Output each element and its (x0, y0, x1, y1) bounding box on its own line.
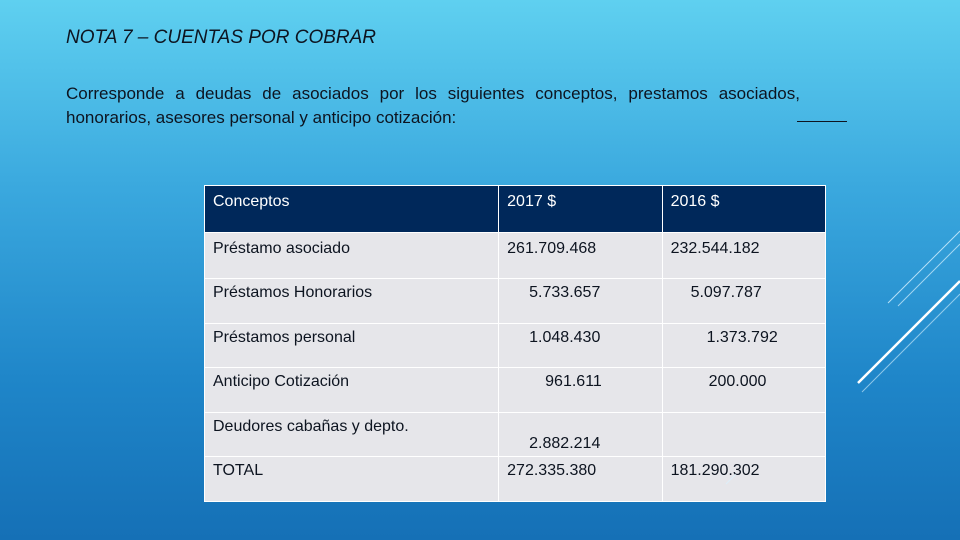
cell-2016: 200.000 (662, 368, 825, 413)
cell-2017: 1.048.430 (499, 323, 662, 368)
cell-2016: 181.290.302 (662, 457, 825, 502)
cell-concept: Deudores cabañas y depto. (205, 412, 499, 457)
cell-concept: Anticipo Cotización (205, 368, 499, 413)
cell-2017: 261.709.468 (499, 232, 662, 279)
cell-2016: 1.373.792 (662, 323, 825, 368)
cell-2016: 232.544.182 (662, 232, 825, 279)
cell-concept: Préstamos Honorarios (205, 279, 499, 324)
header-2017: 2017 $ (499, 186, 662, 233)
cell-2017: 2.882.214 (499, 412, 662, 457)
cell-concept: Préstamos personal (205, 323, 499, 368)
intro-paragraph: Corresponde a deudas de asociados por los siguientes conceptos, prestamos asociados, honorarios, asesores personal y anticipo cotización: (66, 84, 800, 127)
slide-title: NOTA 7 – CUENTAS POR COBRAR (66, 27, 377, 48)
cell-2017: 961.611 (499, 368, 662, 413)
cell-2016: 5.097.787 (662, 279, 825, 324)
cell-concept: Préstamo asociado (205, 232, 499, 279)
cell-2017: 272.335.380 (499, 457, 662, 502)
header-conceptos: Conceptos (205, 186, 499, 233)
cell-concept: TOTAL (205, 457, 499, 502)
cell-2017: 5.733.657 (499, 279, 662, 324)
header-2016: 2016 $ (662, 186, 825, 233)
